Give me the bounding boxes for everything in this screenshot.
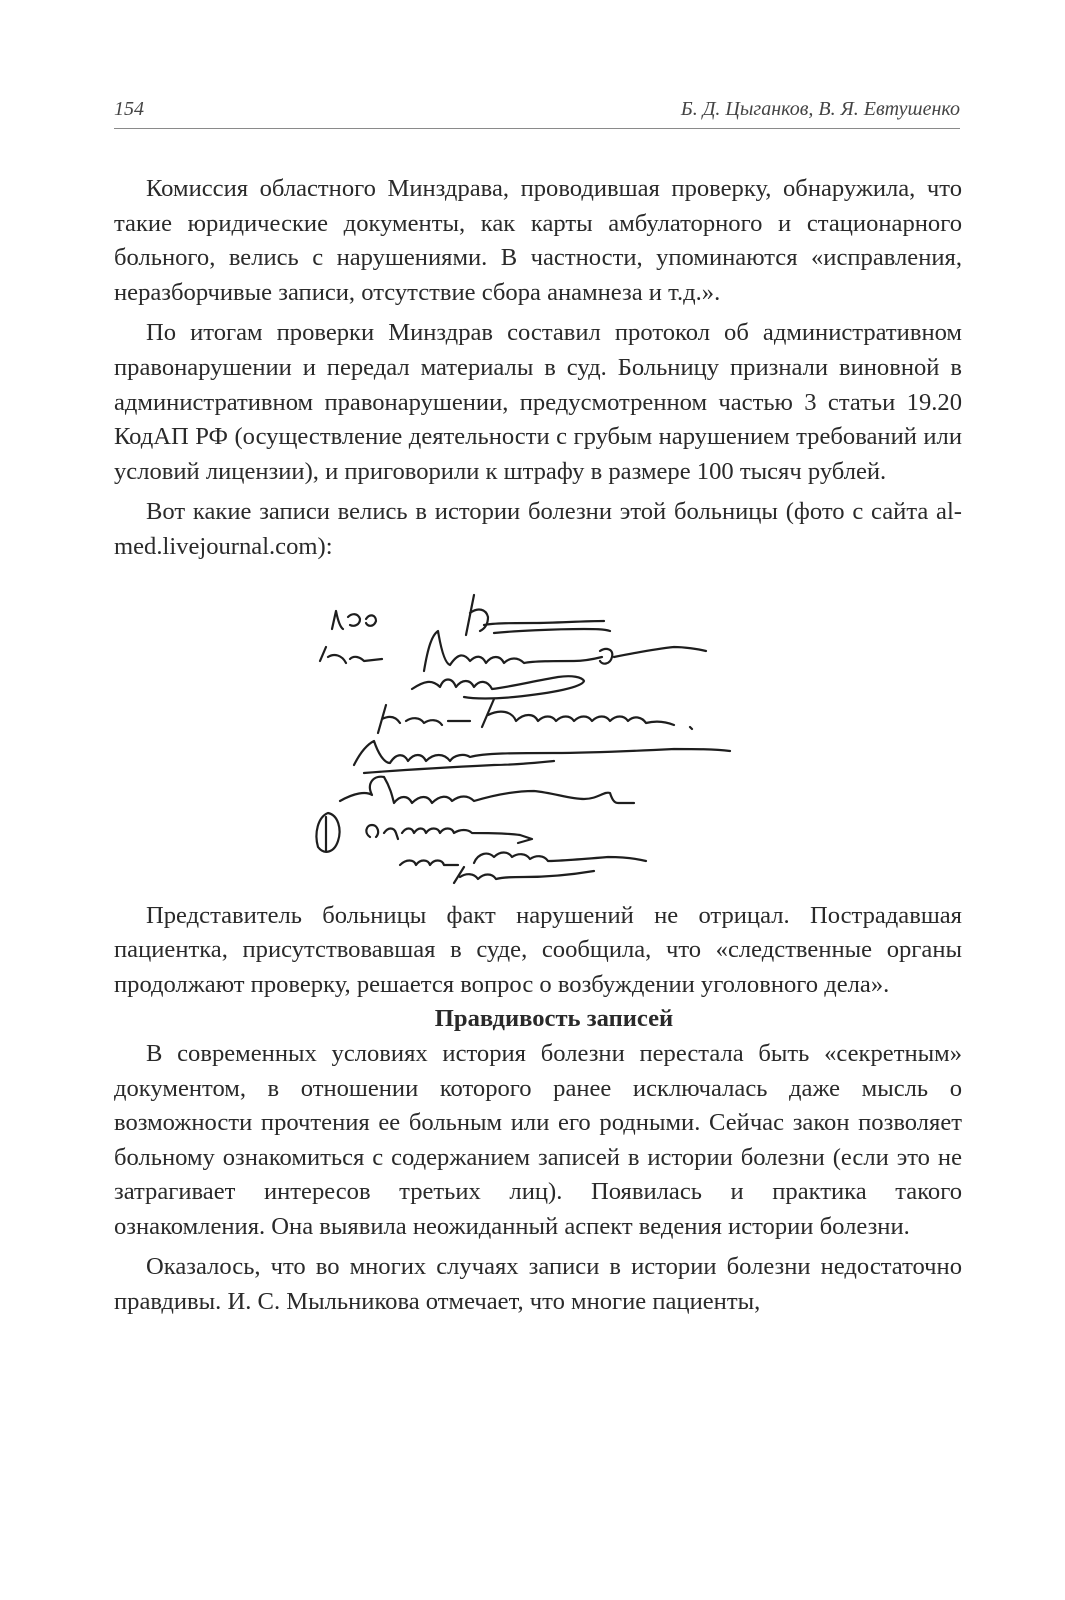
scribble-5 (354, 741, 730, 773)
scribble-9 (454, 867, 594, 883)
scribble-7b (366, 825, 532, 843)
scribble-8a (400, 860, 458, 865)
paragraph-court: По итогам проверки Минздрав составил протокол об административном правонарушении и передал материалы в суд. Больницу признали виновной в административном правонарушении, предусмотренном частью 3 статьи 19.20 КодАП РФ (осуществление деятельности с грубым нарушением требований или условий лицензии), и приговорили к штрафу в размере 100 тысяч рублей. (114, 319, 962, 485)
main-text (114, 172, 962, 1320)
running-header (114, 92, 960, 129)
scribble-6 (340, 776, 634, 802)
section-heading: Правдивость записей (434, 1005, 674, 1033)
scribble-1a (332, 611, 376, 629)
scribble-7a (316, 813, 339, 852)
scribble-1c (494, 629, 610, 633)
page-number: 154 (114, 98, 144, 120)
paragraph-modern-conditions: В современных условиях история болезни перестала быть «секретным» документом, в отношении которого ранее исключалась даже мысль о возможности прочтения ее больным или его родными. Сейчас закон позволяет больному ознакомиться с содержанием записей в истории болезни (если это не затрагивает интересов третьих лиц). Появилась и практика такого ознакомления. Она выявила неожиданный аспект ведения истории болезни. (114, 1039, 962, 1240)
scribble-3 (412, 676, 584, 698)
paragraph-truthfulness: Оказалось, что во многих случаях записи в истории болезни недостаточно правдивы. И. С. Мыльникова отмечает, что многие пациенты, (114, 1253, 962, 1316)
handwriting-figure (114, 577, 962, 889)
scribble-8b (474, 852, 646, 863)
running-header-authors: Б. Д. Цыганков, В. Я. Евтушенко (680, 98, 960, 120)
scribble-4b (482, 699, 692, 729)
scribble-2a (320, 647, 382, 663)
scribble-2b (424, 631, 706, 671)
illegible-handwriting-image (114, 577, 962, 889)
paragraph-records-intro: Вот какие записи велись в истории болезни этой больницы (фото с сайта al-med.livejournal.com): (114, 498, 962, 560)
paragraph-hospital-representative: Представитель больницы факт нарушений не отрицал. Пострадавшая пациентка, присутствовавшая в суде, сообщила, что «следственные органы продолжают проверку, решается вопрос о возбуждении уголовного дела». (114, 901, 962, 998)
scribble-4a (378, 705, 470, 733)
paragraph-commission: Комиссия областного Минздрава, проводившая проверку, обнаружила, что такие юридические документы, как карты амбулаторного и стационарного больного, велись с нарушениями. В частности, упоминаются «исправления, неразборчивые записи, отсутствие сбора анамнеза и т.д.». (114, 175, 962, 306)
